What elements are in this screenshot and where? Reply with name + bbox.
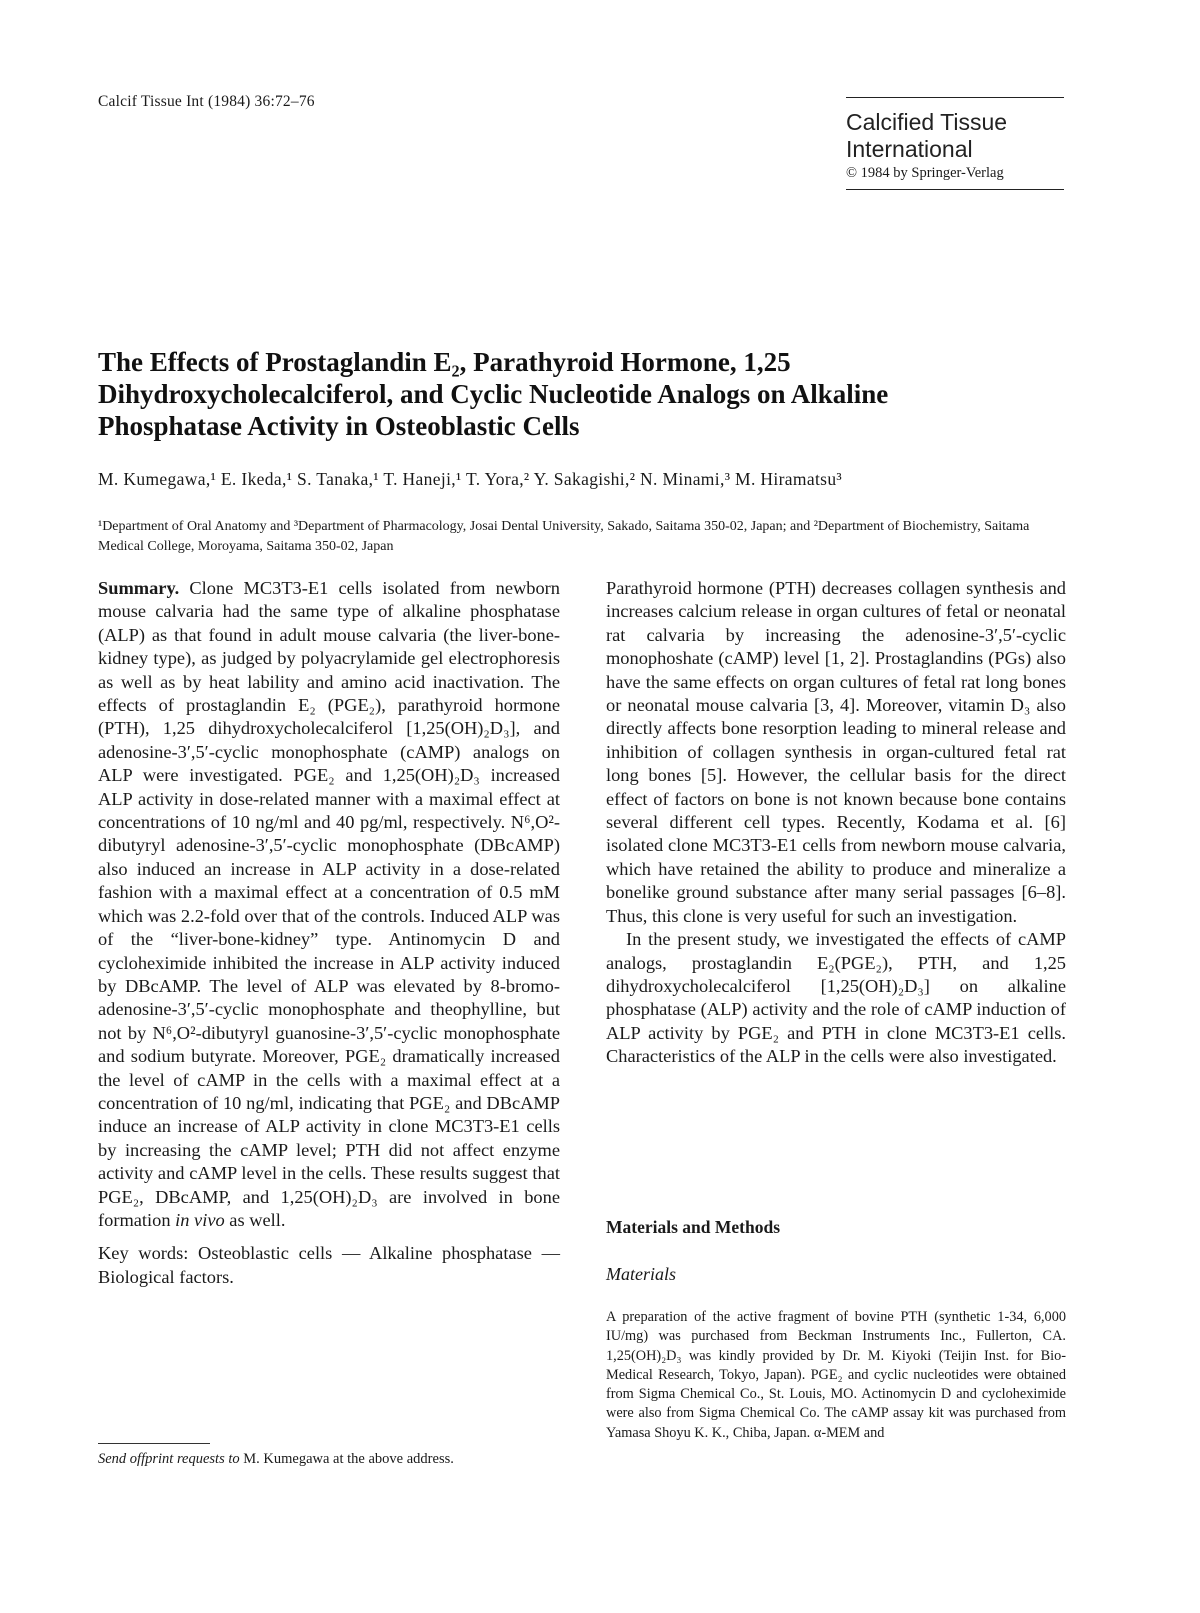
- left-column: [98, 577, 560, 1289]
- intro-paragraph-1: Parathyroid hormone (PTH) decreases collagen synthesis and increases calcium release in organ cultures of fetal or neonatal rat calvaria by increasing the adenosine-3′,5′-cyclic monophoshate (cAMP) level [1, 2]. Prostaglandins (PGs) also have the same effects on organ cultures of fetal rat long bones or neonatal mouse calvaria [3, 4]. Moreover, vitamin D₃ also directly affects bone resorption leading to mineral release and inhibition of collagen synthesis in organ-cultured fetal rat long bones [5]. However, the cellular basis for the direct effect of factors on bone is not known because bone contains several different cell types. Recently, Kodama et al. [6] isolated clone MC3T3-E1 cells from newborn mouse calvaria, which have retained the ability to produce and mineralize a bonelike ground substance after many serial passages [6–8]. Thus, this clone is very useful for such an investigation.: [606, 578, 1066, 926]
- journal-masthead: [846, 97, 1064, 190]
- materials-paragraph: [606, 1308, 1066, 1443]
- footnote-italic: Send offprint requests to: [98, 1451, 240, 1467]
- methods-heading: Materials and Methods: [606, 1217, 781, 1237]
- summary-tail: as well.: [229, 1209, 286, 1230]
- keywords-label: Key words:: [98, 1243, 189, 1264]
- journal-name: Calcified Tissue International: [846, 109, 1008, 162]
- materials-subheading: Materials: [606, 1264, 676, 1284]
- summary-in-vivo: in vivo: [175, 1209, 225, 1230]
- materials-text: A preparation of the active fragment of bovine PTH (synthetic 1-34, 6,000 IU/mg) was purchased from Beckman Instruments Inc., Fullerton, CA. 1,25(OH)₂D₃ was kindly provided by Dr. M. Kiyoki (Teijin Inst. for Bio-Medical Research, Tokyo, Japan). PGE₂ and cyclic nucleotides were obtained from Sigma Chemical Co., St. Louis, MO. Actinomycin D and cycloheximide were also from Sigma Chemical Co. The cAMP assay kit was purchased from Yamasa Shoyu K. K., Chiba, Japan. α-MEM and: [606, 1309, 1066, 1441]
- intro-paragraph-2: In the present study, we investigated the effects of cAMP analogs, prostaglandin E₂(PGE₂), PTH, and 1,25 dihydroxycholecalciferol [1,25(OH)₂D₃] on alkaline phosphatase (ALP) activity and the role of cAMP induction of ALP activity by PGE₂ and PTH in clone MC3T3-E1 cells. Characteristics of the ALP in the cells were also investigated.: [606, 929, 1066, 1067]
- footnote-rule: [98, 1443, 210, 1444]
- keywords-text: Osteoblastic cells — Alkaline phosphatase — Biological factors.: [98, 1243, 560, 1287]
- right-column: [606, 577, 1066, 1069]
- offprint-footnote: [98, 1451, 454, 1468]
- article-title: The Effects of Prostaglandin E₂, Parathyroid Hormone, 1,25 Dihydroxycholecalciferol, and Cyclic Nucleotide Analogs on Alkaline Phosphatase Activity in Osteoblastic Cells: [98, 347, 889, 441]
- keywords-paragraph: [98, 1242, 560, 1289]
- summary-text: Clone MC3T3-E1 cells isolated from newborn mouse calvaria had the same type of alkaline phosphatase (ALP) as that found in adult mouse calvaria (the liver-bone-kidney type), as judged by polyacrylamide gel electrophoresis as well as by heat lability and amino acid inactivation. The effects of prostaglandin E₂ (PGE₂), parathyroid hormone (PTH), 1,25 dihydroxycholecalciferol [1,25(OH)₂D₃], and adenosine-3′,5′-cyclic monophosphate (cAMP) analogs on ALP were investigated. PGE₂ and 1,25(OH)₂D₃ increased ALP activity in dose-related manner with a maximal effect at concentrations of 10 ng/ml and 40 pg/ml, respectively. N⁶,O²-dibutyryl adenosine-3′,5′-cyclic monophosphate (DBcAMP) also induced an increase in ALP activity in a dose-related fashion with a maximal effect at a concentration of 0.5 mM which was 2.2-fold over that of the controls. Induced ALP was of the “liver-bone-kidney” type. Antinomycin D and cycloheximide inhibited the increase in ALP activity induced by DBcAMP. The level of ALP was elevated by 8-bromo-adenosine-3′,5′-cyclic monophosphate and theophylline, but not by N⁶,O²-dibutyryl guanosine-3′,5′-cyclic monophosphate and sodium butyrate. Moreover, PGE₂ dramatically increased the level of cAMP in the cells with a maximal effect at a concentration of 10 ng/ml, indicating that PGE₂ and DBcAMP induce an increase of ALP activity in clone MC3T3-E1 cells by increasing the cAMP level; PTH did not affect enzyme activity and cAMP level in the cells. These results suggest that PGE₂, DBcAMP, and 1,25(OH)₂D₃ are involved in bone formation: [98, 578, 560, 1230]
- journal-copyright: © 1984 by Springer-Verlag: [846, 165, 1004, 181]
- author-affiliations: ¹Department of Oral Anatomy and ³Department of Pharmacology, Josai Dental University, Sakado, Saitama 350-02, Japan; and ²Department of Biochemistry, Saitama Medical College, Moroyama, Saitama 350-02, Japan: [98, 519, 1030, 554]
- masthead-top-rule: [846, 97, 1064, 98]
- author-list: M. Kumegawa,¹ E. Ikeda,¹ S. Tanaka,¹ T. Haneji,¹ T. Yora,² Y. Sakagishi,² N. Minami,³ M. Hiramatsu³: [98, 469, 843, 489]
- footnote-text: M. Kumegawa at the above address.: [243, 1451, 454, 1467]
- journal-citation: Calcif Tissue Int (1984) 36:72–76: [98, 93, 315, 110]
- masthead-bottom-rule: [846, 189, 1064, 190]
- summary-paragraph: [98, 577, 560, 1232]
- summary-label: Summary.: [98, 578, 180, 598]
